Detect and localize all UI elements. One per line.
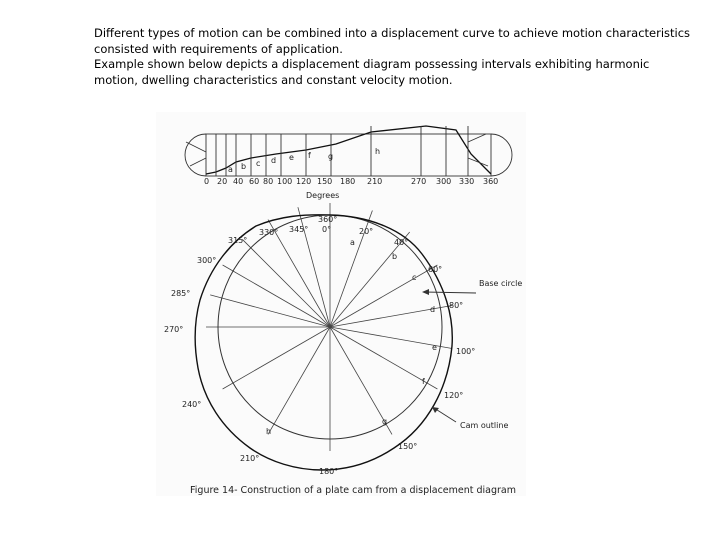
angle-label-180: 180° bbox=[319, 467, 339, 476]
displacement-axis-ticks bbox=[204, 177, 498, 200]
cam-construction-figure bbox=[156, 112, 526, 496]
angle-label-360: 360° bbox=[318, 215, 338, 224]
displacement-axis-label: Degrees bbox=[306, 191, 340, 200]
cam-letter-d: d bbox=[430, 305, 436, 314]
tick-300: 300 bbox=[436, 177, 452, 186]
paragraph-example: Example shown below depicts a displacement diagram possessing intervals exhibiting harmonic motion, dwelling characteristics and constant velocity motion. bbox=[94, 57, 650, 87]
angle-label-300: 300° bbox=[197, 256, 217, 265]
radial-line bbox=[268, 327, 330, 434]
tick-100: 100 bbox=[277, 177, 293, 186]
paragraph-intro: Different types of motion can be combined into a displacement curve to achieve motion characteristics consisted with requirements of application. bbox=[94, 26, 691, 56]
tick-330: 330 bbox=[459, 177, 475, 186]
angle-label-120: 120° bbox=[444, 391, 464, 400]
tick-0: 0 bbox=[204, 177, 210, 186]
angle-label-210: 210° bbox=[240, 454, 260, 463]
radial-line bbox=[210, 295, 330, 327]
cam-letter-f: f bbox=[422, 377, 425, 386]
left-harmonic-semicircle bbox=[185, 134, 206, 176]
disp-letter-f: f bbox=[308, 151, 311, 160]
cam-letter-h: h bbox=[266, 427, 272, 436]
radial-line bbox=[223, 265, 330, 327]
angle-label-20: 20° bbox=[359, 227, 374, 236]
tick-360: 360 bbox=[483, 177, 499, 186]
cam-letter-c: c bbox=[412, 273, 417, 282]
angle-label-270: 270° bbox=[164, 325, 184, 334]
cam-outline-label: Cam outline bbox=[460, 421, 509, 430]
disp-letter-b: b bbox=[241, 162, 247, 171]
disp-letter-c: c bbox=[256, 159, 261, 168]
cam-letter-a: a bbox=[350, 238, 355, 247]
disp-letter-g: g bbox=[328, 152, 334, 161]
tick-270: 270 bbox=[411, 177, 427, 186]
base-circle-leader bbox=[424, 292, 476, 293]
base-circle-arrow bbox=[422, 289, 429, 295]
angle-label-40: 40° bbox=[394, 238, 409, 247]
displacement-curve bbox=[206, 126, 491, 174]
radial-line bbox=[223, 327, 330, 389]
base-circle-label: Base circle bbox=[479, 279, 523, 288]
right-harmonic-semicircle bbox=[491, 134, 512, 176]
tick-150: 150 bbox=[317, 177, 333, 186]
displacement-diagram bbox=[185, 126, 512, 176]
angle-label-345: 345° bbox=[289, 225, 309, 234]
disp-letter-d: d bbox=[271, 156, 277, 165]
cam-letter-e: e bbox=[432, 343, 437, 352]
tick-20: 20 bbox=[217, 177, 228, 186]
disp-letter-e: e bbox=[289, 153, 294, 162]
cam-letter-g: g bbox=[382, 417, 388, 426]
tick-60: 60 bbox=[249, 177, 260, 186]
tick-180: 180 bbox=[340, 177, 356, 186]
angle-label-285: 285° bbox=[171, 289, 191, 298]
disp-letter-h: h bbox=[375, 147, 381, 156]
angle-label-80: 80° bbox=[449, 301, 464, 310]
disp-letter-a: a bbox=[228, 165, 233, 174]
cam-letter-b: b bbox=[392, 252, 398, 261]
tick-120: 120 bbox=[296, 177, 312, 186]
angle-label-240: 240° bbox=[182, 400, 202, 409]
angle-label-315: 315° bbox=[228, 236, 248, 245]
angle-label-150: 150° bbox=[398, 442, 418, 451]
angle-label-100: 100° bbox=[456, 347, 476, 356]
radial-line bbox=[242, 239, 330, 327]
angle-label-0: 0° bbox=[322, 225, 332, 234]
tick-210: 210 bbox=[367, 177, 383, 186]
tick-80: 80 bbox=[263, 177, 274, 186]
tick-40: 40 bbox=[233, 177, 244, 186]
angle-label-330: 330° bbox=[259, 228, 279, 237]
slide-text bbox=[94, 26, 694, 88]
figure-svg bbox=[156, 112, 526, 496]
figure-caption: Figure 14- Construction of a plate cam from a displacement diagram bbox=[190, 485, 517, 496]
angle-label-60: 60° bbox=[428, 265, 443, 274]
